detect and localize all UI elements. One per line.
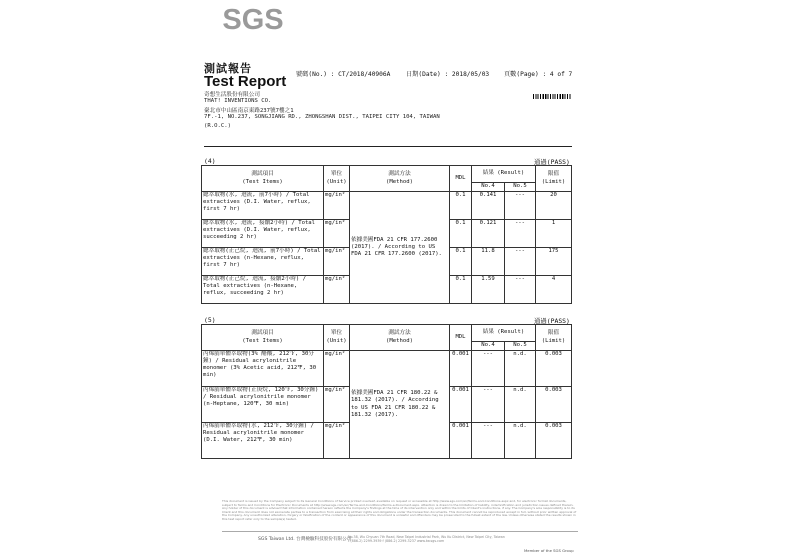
col-method: 測試方法 (Method) (350, 166, 450, 192)
result-no4: --- (472, 387, 505, 423)
result-no5: --- (505, 276, 536, 304)
report-number: 號碼(No.) : CT/2018/40906A (296, 71, 391, 78)
report-date: 日期(Date) : 2018/05/03 (406, 71, 490, 78)
report-title-en: Test Report (204, 73, 287, 90)
limit: 0.003 (536, 351, 572, 387)
col-no5: No.5 (505, 183, 536, 192)
result-no5: --- (505, 248, 536, 276)
limit: 4 (536, 276, 572, 304)
col-test-items: 測試項目 (Test Items) (202, 166, 324, 192)
section-5-table (201, 324, 572, 459)
unit: mg/in² (324, 192, 350, 220)
result-no4: --- (472, 423, 505, 459)
result-no4: 11.8 (472, 248, 505, 276)
result-no5: n.d. (505, 423, 536, 459)
section-4-verdict: 通過(PASS) (534, 158, 570, 166)
result-no5: --- (505, 220, 536, 248)
col-no4: No.4 (472, 183, 505, 192)
col-test-items: 測試項目 (Test Items) (202, 325, 324, 351)
col-limit: 限值 (Limit) (536, 166, 572, 192)
col-limit: 限值 (Limit) (536, 325, 572, 351)
test-item: 丙烯腈單體萃取物(水, 212℉, 30分鐘) / Residual acrylonitrile monomer (D.I. Water, 212℉, 30 min) (202, 423, 324, 459)
test-item: 丙烯腈單體萃取物(3% 醋酸, 212℉, 30分鐘) / Residual acrylonitrile monomer (3% Acetic acid, 212℉, 30 min) (202, 351, 324, 387)
footer-divider (222, 531, 578, 532)
section-4-table (201, 165, 572, 304)
unit: mg/in² (324, 387, 350, 423)
col-result: 結果 (Result) (472, 166, 536, 183)
test-item: 總萃取物(水, 迴流, 前7小時) / Total extractives (D.I. Water, reflux, first 7 hr) (202, 192, 324, 220)
legal-disclaimer: This document is issued by the Company subject to its General Conditions of Service printed overleaf, available on request or accessible at http://www.sgs.com/en/Terms-and-Conditions.aspx and, for electronic format documents, subject to Terms and Conditions for Electronic Documents at http://www.sgs.com/en/Terms-and-Conditions/Terms-e-Document.aspx. Attention is drawn to the limitation of liability, indemnification and jurisdiction issues defined therein. Any holder of this document is advised that information contained hereon reflects the Company's findings at the time of its intervention only and within the limits of Client's instructions, if any. The Company's sole responsibility is to its Client and this document does not exonerate parties to a transaction from exercising all their rights and obligations under the transaction documents. This document cannot be reproduced except in full, without prior written approval of the Company. Any unauthorized alteration, forgery or falsification of the content or appearance of this document is unlawful and offenders may be prosecuted to the fullest extent of the law. Unless otherwise stated the results shown in this test report refer only to the sample(s) tested. (222, 499, 577, 521)
mdl: 0.1 (450, 248, 472, 276)
section-5-label: (5) (204, 316, 216, 324)
unit: mg/in² (324, 248, 350, 276)
col-no4: No.4 (472, 342, 505, 351)
limit: 20 (536, 192, 572, 220)
client-country: (R.O.C.) (204, 123, 231, 129)
client-address-en: 7F.-1, NO.237, SONGJIANG RD., ZHONGSHAN DIST., TAIPEI CITY 104, TAIWAN (204, 114, 440, 120)
client-address-zh: 臺北市中山區南京東路237號7樓之1 (204, 108, 294, 114)
sgs-logo-text: SGS (222, 4, 284, 34)
footer-address-block (348, 535, 505, 543)
limit: 1 (536, 220, 572, 248)
mdl: 0.1 (450, 276, 472, 304)
result-no4: --- (472, 351, 505, 387)
test-method: 依據美國FDA 21 CFR 180.22 & 181.32 (2017). / According to US FDA 21 CFR 180.22 & 181.32 (2017). (350, 351, 450, 459)
col-no5: No.5 (505, 342, 536, 351)
limit: 0.003 (536, 387, 572, 423)
page-number: 頁數(Page) : 4 of 7 (504, 71, 573, 78)
divider-line (204, 146, 572, 147)
col-method: 測試方法 (Method) (350, 325, 450, 351)
mdl: 0.1 (450, 220, 472, 248)
unit: mg/in² (324, 423, 350, 459)
footer-member: Member of the SGS Group (524, 548, 574, 553)
result-no5: n.d. (505, 351, 536, 387)
footer-company: SGS Taiwan Ltd. 台灣檢驗科技股份有限公司 (258, 537, 352, 542)
test-method: 依據美國FDA 21 CFR 177.2600 (2017). / According to US FDA 21 CFR 177.2600 (2017). (350, 192, 450, 304)
test-item: 丙烯腈單體萃取物(正庚烷, 120℉, 30分鐘) / Residual acrylonitrile monomer (n-Heptane, 120℉, 30 min) (202, 387, 324, 423)
col-result: 結果 (Result) (472, 325, 536, 342)
result-no5: n.d. (505, 387, 536, 423)
col-mdl: MDL (450, 166, 472, 192)
mdl: 0.001 (450, 387, 472, 423)
unit: mg/in² (324, 351, 350, 387)
footer-contact: t (886-2) 2299-3939 f (886-2) 2299-3237 www.tw.sgs.com (348, 539, 445, 544)
table-row (202, 192, 572, 220)
result-no5: --- (505, 192, 536, 220)
limit: 175 (536, 248, 572, 276)
client-name-zh: 奇想生活股份有限公司 (204, 92, 260, 98)
barcode (533, 94, 571, 99)
col-unit: 單位 (Unit) (324, 325, 350, 351)
client-name-en: THAT! INVENTIONS CO. (204, 98, 272, 104)
report-title-zh: 測試報告 (204, 62, 252, 75)
result-no4: 1.59 (472, 276, 505, 304)
col-unit: 單位 (Unit) (324, 166, 350, 192)
result-no4: 0.121 (472, 220, 505, 248)
limit: 0.003 (536, 423, 572, 459)
test-item: 總萃取物(正己烷, 迴流, 前7小時) / Total extractives (n-Hexane, reflux, first 7 hr) (202, 248, 324, 276)
mdl: 0.1 (450, 192, 472, 220)
section-4-label: (4) (204, 157, 216, 165)
unit: mg/in² (324, 220, 350, 248)
mdl: 0.001 (450, 423, 472, 459)
table-row (202, 351, 572, 387)
test-item: 總萃取物(正己烷, 迴流, 接續2小時) / Total extractives (n-Hexane, reflux, succeeding 2 hr) (202, 276, 324, 304)
mdl: 0.001 (450, 351, 472, 387)
unit: mg/in² (324, 276, 350, 304)
section-5-verdict: 通過(PASS) (534, 317, 570, 325)
footer-address: No.38, Wu Chyuan 7th Road, New Taipei Industrial Park, Wu Ku District, New Taipei City, Taiwan (348, 535, 505, 539)
col-mdl: MDL (450, 325, 472, 351)
result-no4: 0.141 (472, 192, 505, 220)
sgs-logo (222, 4, 284, 34)
test-item: 總萃取物(水, 迴流, 接續2小時) / Total extractives (D.I. Water, reflux, succeeding 2 hr) (202, 220, 324, 248)
